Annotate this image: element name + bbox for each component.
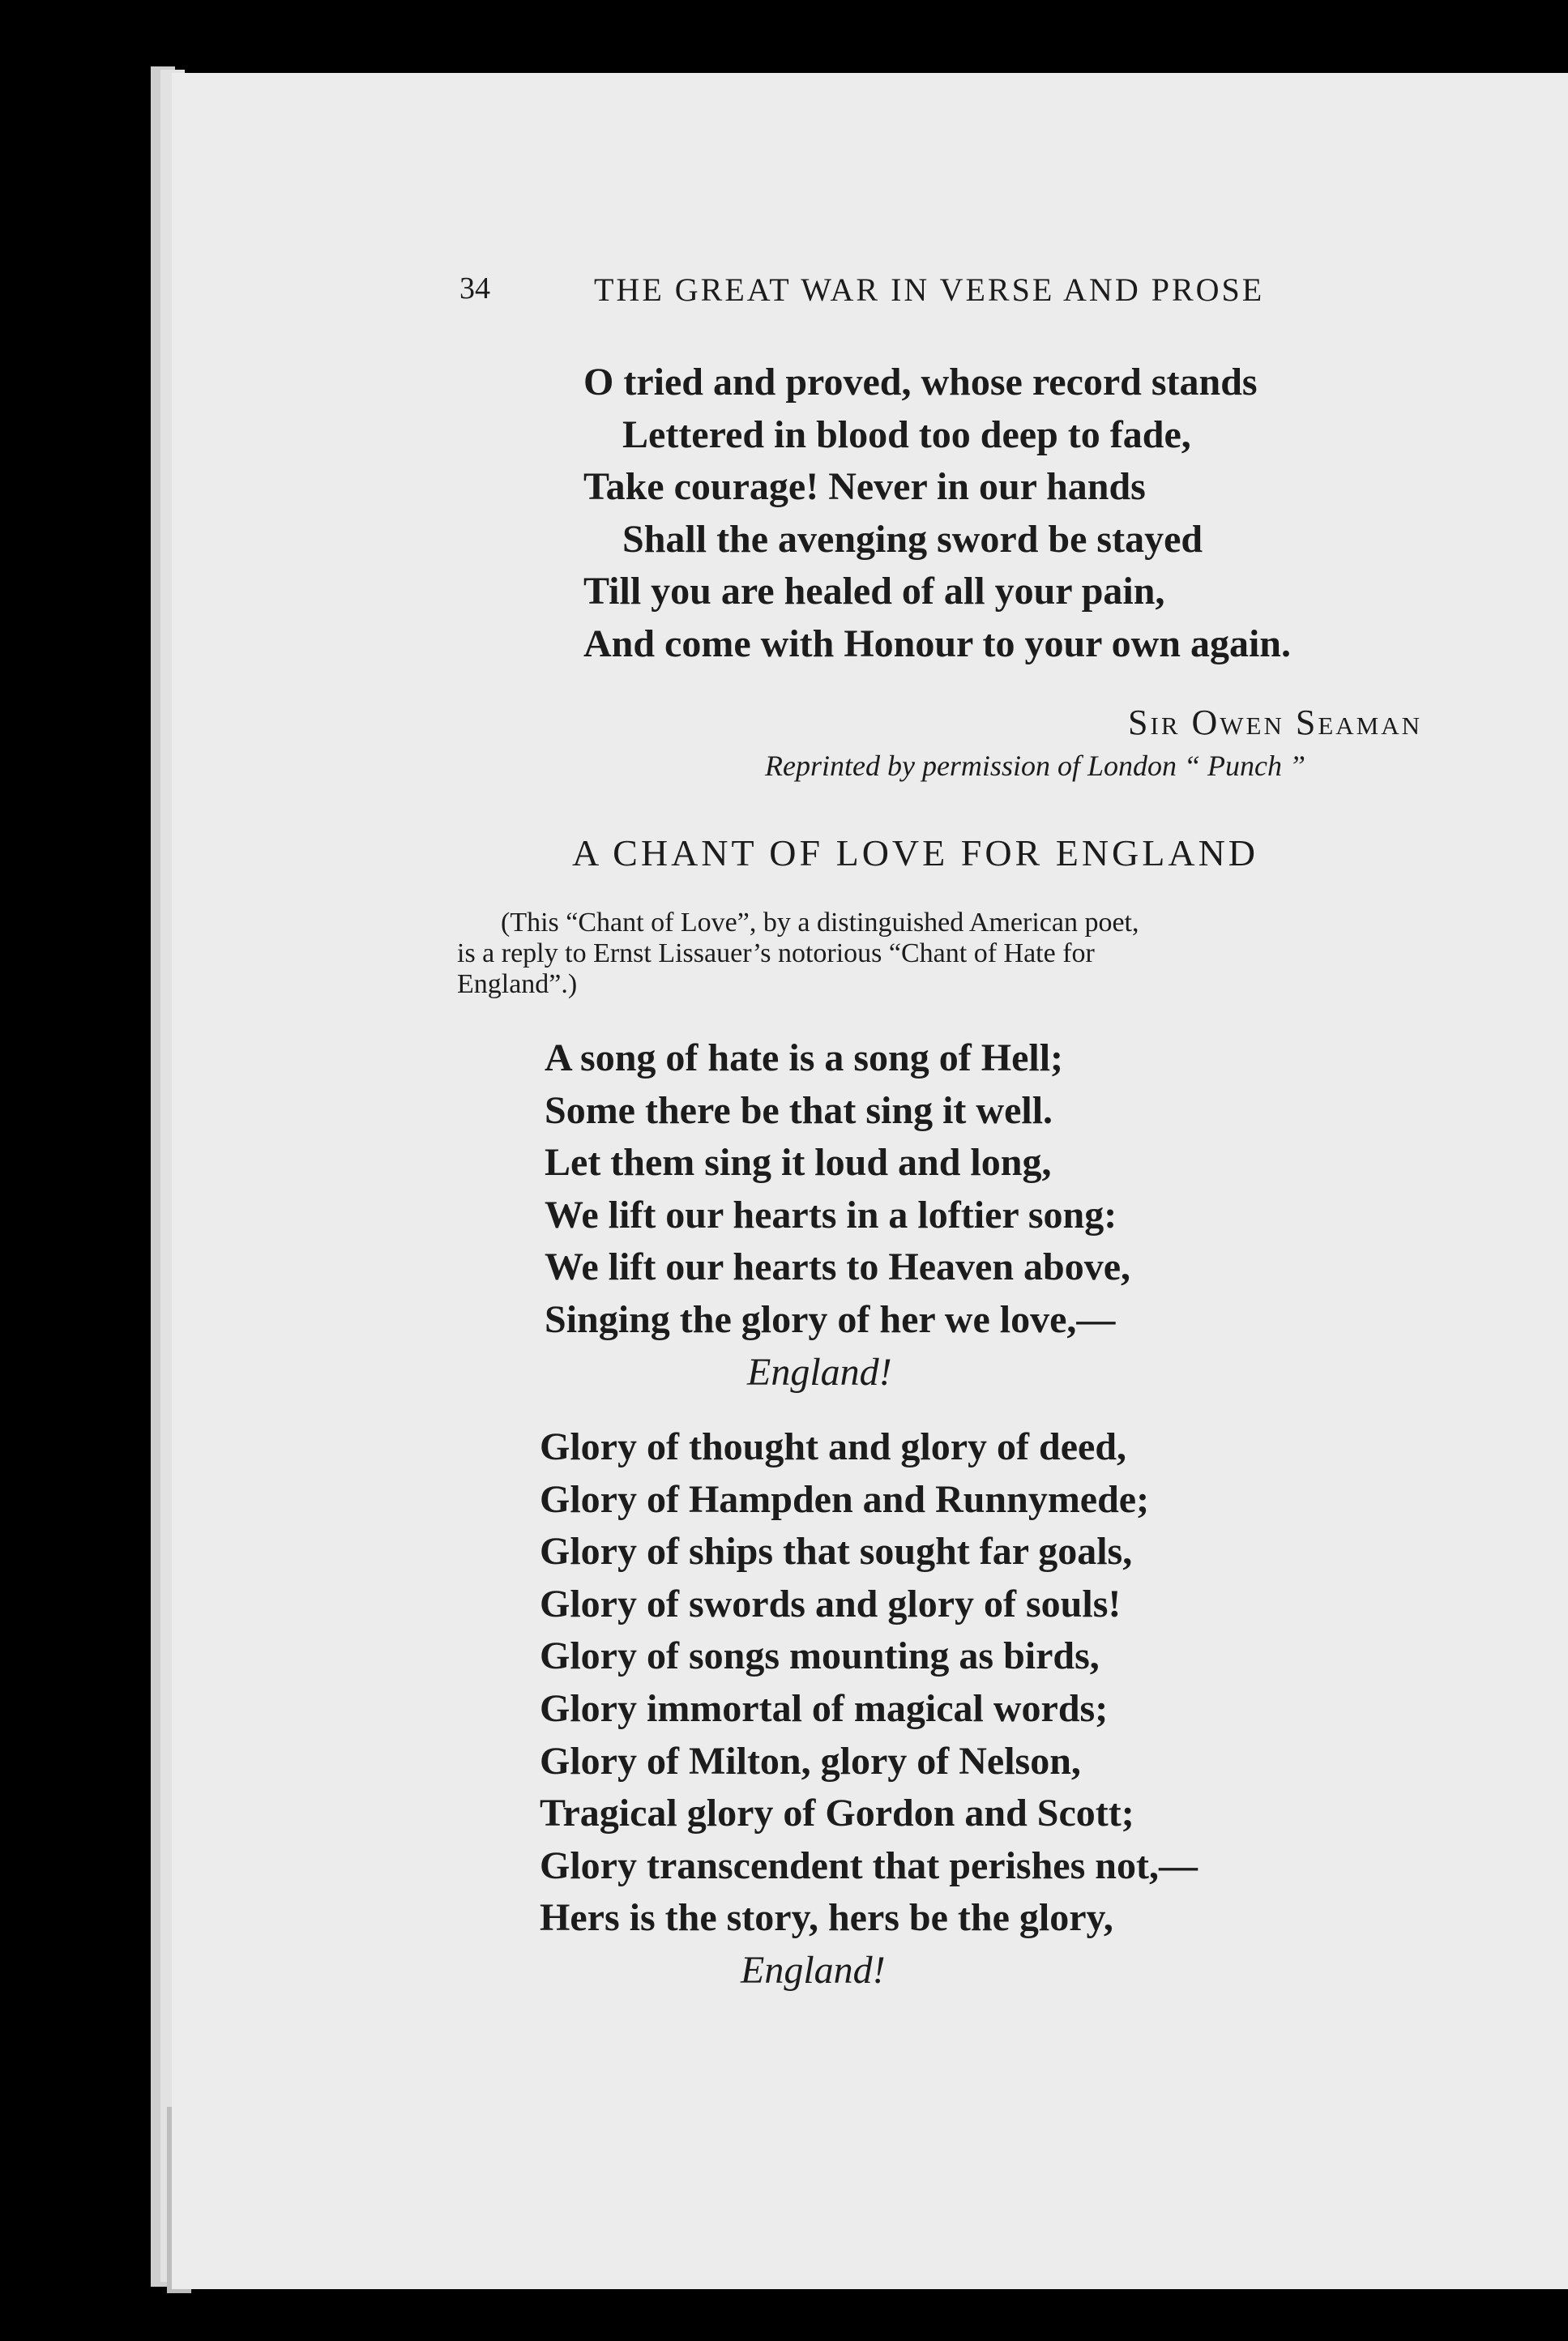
reprint-credit: Reprinted by permission of London “ Punch ” bbox=[765, 750, 1305, 782]
refrain-line: England! bbox=[747, 1350, 892, 1394]
verse-line: Glory of ships that sought far goals, bbox=[540, 1530, 1133, 1574]
author-signature: Sir Owen Seaman bbox=[1128, 703, 1422, 742]
verse-line: Glory immortal of magical words; bbox=[540, 1686, 1109, 1730]
poem-stanza bbox=[540, 1421, 1198, 1997]
verse-line: Take courage! Never in our hands bbox=[583, 465, 1146, 509]
poem-stanza bbox=[545, 1032, 1130, 1399]
verse-line: O tried and proved, whose record stands bbox=[583, 361, 1258, 404]
verse-line: Singing the glory of her we love,— bbox=[545, 1297, 1116, 1341]
verse-line: We lift our hearts in a loftier song: bbox=[545, 1193, 1117, 1237]
verse-line: Glory of Hampden and Runnymede; bbox=[540, 1477, 1150, 1521]
poem-introduction bbox=[457, 908, 1462, 1000]
verse-line: Glory of Milton, glory of Nelson, bbox=[540, 1739, 1081, 1783]
intro-line: (This “Chant of Love”, by a distinguished American poet, bbox=[501, 908, 1139, 938]
running-title: THE GREAT WAR IN VERSE AND PROSE bbox=[594, 271, 1265, 308]
verse-line: Glory of songs mounting as birds, bbox=[540, 1634, 1100, 1678]
intro-line: is a reply to Ernst Lissauer’s notorious “Chant of Hate for bbox=[457, 938, 1095, 968]
poem-title: A CHANT OF LOVE FOR ENGLAND bbox=[572, 832, 1259, 874]
verse-line: Glory of thought and glory of deed, bbox=[540, 1425, 1127, 1468]
page-number: 34 bbox=[459, 271, 490, 305]
verse-line: We lift our hearts to Heaven above, bbox=[545, 1245, 1131, 1289]
verse-line: Glory of swords and glory of souls! bbox=[540, 1582, 1122, 1625]
verse-line: Tragical glory of Gordon and Scott; bbox=[540, 1792, 1134, 1835]
verse-line: Shall the avenging sword be stayed bbox=[622, 517, 1203, 561]
verse-line: Let them sing it loud and long, bbox=[545, 1141, 1052, 1185]
verse-line: A song of hate is a song of Hell; bbox=[545, 1036, 1064, 1079]
verse-line: Till you are healed of all your pain, bbox=[583, 570, 1165, 613]
poem-stanza bbox=[583, 357, 1291, 671]
verse-line: Glory transcendent that perishes not,— bbox=[540, 1843, 1198, 1887]
intro-line: England”.) bbox=[457, 969, 578, 999]
refrain-line: England! bbox=[741, 1948, 886, 1992]
verse-line: Lettered in blood too deep to fade, bbox=[622, 412, 1191, 456]
verse-line: Hers is the story, hers be the glory, bbox=[540, 1896, 1113, 1940]
verse-line: Some there be that sing it well. bbox=[545, 1088, 1053, 1132]
verse-line: And come with Honour to your own again. bbox=[583, 622, 1291, 665]
